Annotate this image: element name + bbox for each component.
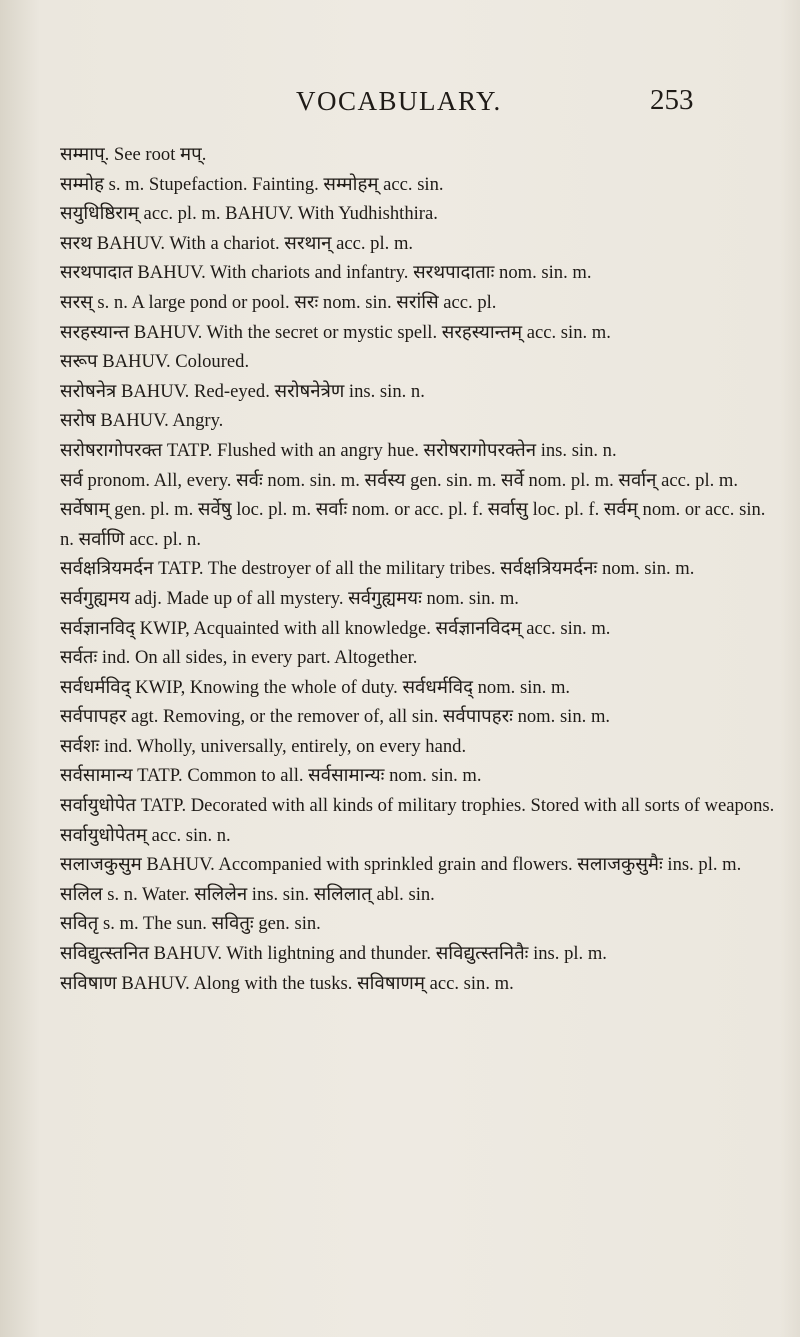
entry: सरोषरागोपरक्त TATP. Flushed with an angry hue. सरोषरागोपरक्तेन ins. sin. n. xyxy=(60,439,617,461)
page-number: 253 xyxy=(650,84,694,116)
entry: सरहस्यान्त BAHUV. With the secret or mystic spell. सरहस्यान्तम् acc. sin. m. xyxy=(60,321,611,343)
entry: सरथपादात BAHUV. With chariots and infantry. सरथपादाताः nom. sin. m. xyxy=(60,262,592,284)
entry: सविषाण BAHUV. Along with the tusks. सविषाणम् acc. sin. m. xyxy=(60,972,514,994)
entry: सम्माप्. See root मप्. xyxy=(60,144,207,165)
entry: सर्व pronom. All, every. सर्वः nom. sin. m. सर्वस्य gen. sin. m. सर्वे nom. pl. m. सर्वान् acc. pl. m. सर्वेषाम् gen. pl. m. सर्वेषु loc. pl. m. सर्वाः nom. or acc. pl. f. सर्वासु loc. pl. f. सर्वम् nom. or acc. sin. n. सर्वाणि acc. pl. n. xyxy=(60,469,766,550)
entry: सर्वतः ind. On all sides, in every part. Altogether. xyxy=(60,647,418,669)
entry: सवितृ s. m. The sun. सवितुः gen. sin. xyxy=(60,913,321,935)
entry: सलाजकुसुम BAHUV. Accompanied with sprinkled grain and flowers. सलाजकुसुमैः ins. pl. m. xyxy=(60,854,742,876)
entry: सरूप BAHUV. Coloured. xyxy=(60,351,250,373)
entry: सर्वधर्मविद् KWIP, Knowing the whole of duty. सर्वधर्मविद् nom. sin. m. xyxy=(60,676,571,698)
entry: सर्वगुह्यमय adj. Made up of all mystery. सर्वगुह्यमयः nom. sin. m. xyxy=(60,587,519,609)
entry: सरथ BAHUV. With a chariot. सरथान् acc. pl. m. xyxy=(60,232,414,254)
vocabulary-entries xyxy=(60,140,780,998)
running-title: VOCABULARY. xyxy=(296,86,502,116)
entry: सम्मोह s. m. Stupefaction. Fainting. सम्मोहम् acc. sin. xyxy=(60,173,444,195)
entry: सर्वसामान्य TATP. Common to all. सर्वसामान्यः nom. sin. m. xyxy=(60,765,482,787)
page-header xyxy=(0,86,800,126)
entry: सरस् s. n. A large pond or pool. सरः nom. sin. सरांसि acc. pl. xyxy=(60,291,497,313)
entry: सयुधिष्ठिराम् acc. pl. m. BAHUV. With Yudhishthira. xyxy=(60,203,438,225)
entry: सर्वज्ञानविद् KWIP, Acquainted with all knowledge. सर्वज्ञानविदम् acc. sin. m. xyxy=(60,617,611,639)
entry: सर्वपापहर agt. Removing, or the remover of, all sin. सर्वपापहरः nom. sin. m. xyxy=(60,706,611,728)
entry: सर्वशः ind. Wholly, universally, entirely, on every hand. xyxy=(60,735,467,757)
entry: सरोषनेत्र BAHUV. Red-eyed. सरोषनेत्रेण ins. sin. n. xyxy=(60,380,425,402)
entry: सर्वक्षत्रियमर्दन TATP. The destroyer of all the military tribes. सर्वक्षत्रियमर्दनः nom. sin. m. xyxy=(60,558,695,580)
entry: सविद्युत्स्तनित BAHUV. With lightning and thunder. सविद्युत्स्तनितैः ins. pl. m. xyxy=(60,943,607,965)
entry: सलिल s. n. Water. सलिलेन ins. sin. सलिलात् abl. sin. xyxy=(60,883,435,905)
entry: सर्वायुधोपेत TATP. Decorated with all kinds of military trophies. Stored with all sorts of weapons. सर्वायुधोपेतम् acc. sin. n. xyxy=(60,795,775,846)
entry: सरोष BAHUV. Angry. xyxy=(60,410,224,432)
